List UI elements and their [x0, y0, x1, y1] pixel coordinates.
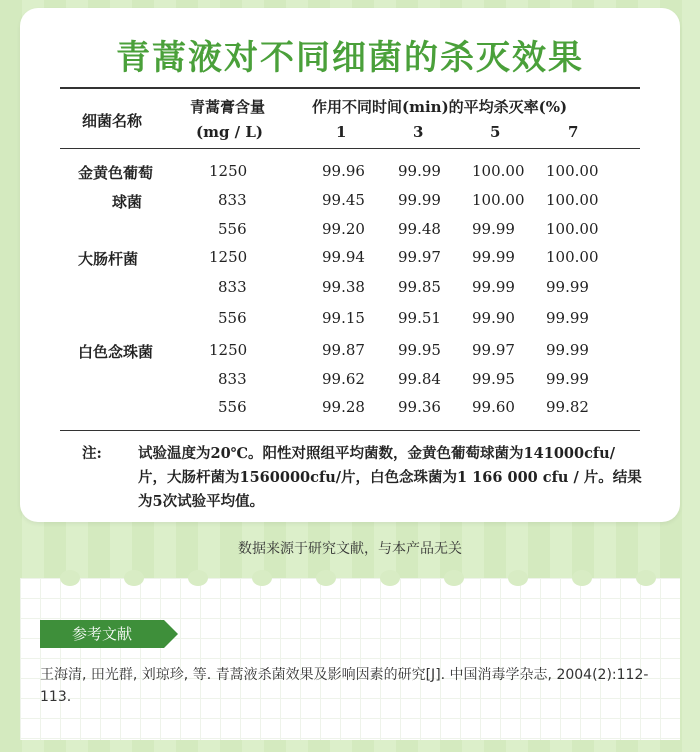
kill-rate-cell: 99.82	[546, 398, 589, 416]
kill-rate-cell: 100.00	[546, 248, 599, 266]
note-text: 试验温度为20℃。阳性对照组平均菌数，金黄色葡萄球菌为141000cfu/片，大肠杆菌为1560000cfu/片，白色念珠菌为1 166 000 cfu / 片。结果为5次试验平均值。	[138, 445, 642, 510]
concentration-cell: 833	[218, 278, 247, 296]
references-card	[20, 578, 680, 740]
kill-rate-cell: 99.99	[546, 278, 589, 296]
kill-rate-cell: 99.15	[322, 309, 365, 327]
table-bottom-rule	[60, 430, 640, 431]
kill-rate-cell: 99.85	[398, 278, 441, 296]
kill-rate-cell: 100.00	[472, 162, 525, 180]
kill-rate-cell: 99.96	[322, 162, 365, 180]
header-concentration-unit: (mg / L)	[196, 123, 264, 141]
header-time-1: 1	[336, 123, 347, 141]
reference-citation: 王海清, 田光群, 刘琼珍, 等. 青蒿液杀菌效果及影响因素的研究[J]. 中国消毒学杂志, 2004(2):112-113.	[40, 667, 649, 705]
card-notch	[636, 570, 656, 586]
header-time-7: 7	[568, 123, 579, 141]
kill-rate-cell: 99.97	[472, 341, 515, 359]
kill-rate-cell: 99.62	[322, 370, 365, 388]
kill-rate-cell: 99.20	[322, 220, 365, 238]
kill-rate-cell: 99.95	[472, 370, 515, 388]
kill-rate-cell: 99.97	[398, 248, 441, 266]
concentration-cell: 1250	[209, 248, 248, 266]
source-disclaimer: 数据来源于研究文献，与本产品无关	[238, 541, 462, 557]
concentration-cell: 833	[218, 191, 247, 209]
kill-rate-cell: 99.84	[398, 370, 441, 388]
table-note	[82, 442, 642, 514]
kill-rate-cell: 99.28	[322, 398, 365, 416]
kill-rate-cell: 99.99	[398, 191, 441, 209]
kill-rate-cell: 99.99	[472, 248, 515, 266]
card-notch	[316, 570, 336, 586]
concentration-cell: 833	[218, 370, 247, 388]
kill-rate-cell: 100.00	[546, 162, 599, 180]
references-label: 参考文献	[40, 620, 164, 648]
bacteria-name: 大肠杆菌	[78, 250, 139, 268]
card-notch	[572, 570, 592, 586]
concentration-cell: 556	[218, 398, 247, 416]
kill-rate-cell: 99.48	[398, 220, 441, 238]
kill-rate-cell: 99.51	[398, 309, 441, 327]
kill-rate-cell: 99.36	[398, 398, 441, 416]
kill-rate-cell: 100.00	[472, 191, 525, 209]
kill-rate-cell: 99.99	[546, 341, 589, 359]
concentration-cell: 556	[218, 309, 247, 327]
kill-rate-cell: 99.99	[472, 278, 515, 296]
header-concentration: 青蒿膏含量	[190, 98, 266, 116]
card-notch	[124, 570, 144, 586]
kill-rate-cell: 99.94	[322, 248, 365, 266]
table-top-rule	[60, 87, 640, 89]
card-notch	[252, 570, 272, 586]
kill-rate-cell: 99.87	[322, 341, 365, 359]
kill-rate-cell: 99.99	[546, 309, 589, 327]
header-time-3: 3	[413, 123, 424, 141]
header-kill-rate: 作用不同时间(min)的平均杀灭率(%)	[312, 98, 568, 116]
note-label: 注:	[82, 445, 102, 462]
card-notch	[60, 570, 80, 586]
card-notch	[188, 570, 208, 586]
concentration-cell: 1250	[209, 341, 248, 359]
table-header-rule	[60, 148, 640, 149]
header-bacteria-name: 细菌名称	[82, 112, 143, 130]
kill-rate-cell: 99.45	[322, 191, 365, 209]
card-notch	[508, 570, 528, 586]
kill-rate-cell: 99.60	[472, 398, 515, 416]
concentration-cell: 556	[218, 220, 247, 238]
bacteria-name: 球菌	[112, 193, 143, 211]
header-time-5: 5	[490, 123, 501, 141]
card-notch	[444, 570, 464, 586]
results-card	[20, 8, 680, 522]
kill-rate-cell: 99.99	[398, 162, 441, 180]
kill-rate-cell: 99.99	[472, 220, 515, 238]
kill-rate-cell: 99.95	[398, 341, 441, 359]
kill-rate-cell: 100.00	[546, 191, 599, 209]
kill-rate-cell: 99.99	[546, 370, 589, 388]
kill-rate-cell: 100.00	[546, 220, 599, 238]
bacteria-name: 白色念珠菌	[78, 343, 154, 361]
kill-rate-cell: 99.38	[322, 278, 365, 296]
page-title: 青蒿液对不同细菌的杀灭效果	[116, 38, 584, 78]
kill-rate-cell: 99.90	[472, 309, 515, 327]
card-notch	[380, 570, 400, 586]
bacteria-name: 金黄色葡萄	[78, 164, 154, 182]
concentration-cell: 1250	[209, 162, 248, 180]
